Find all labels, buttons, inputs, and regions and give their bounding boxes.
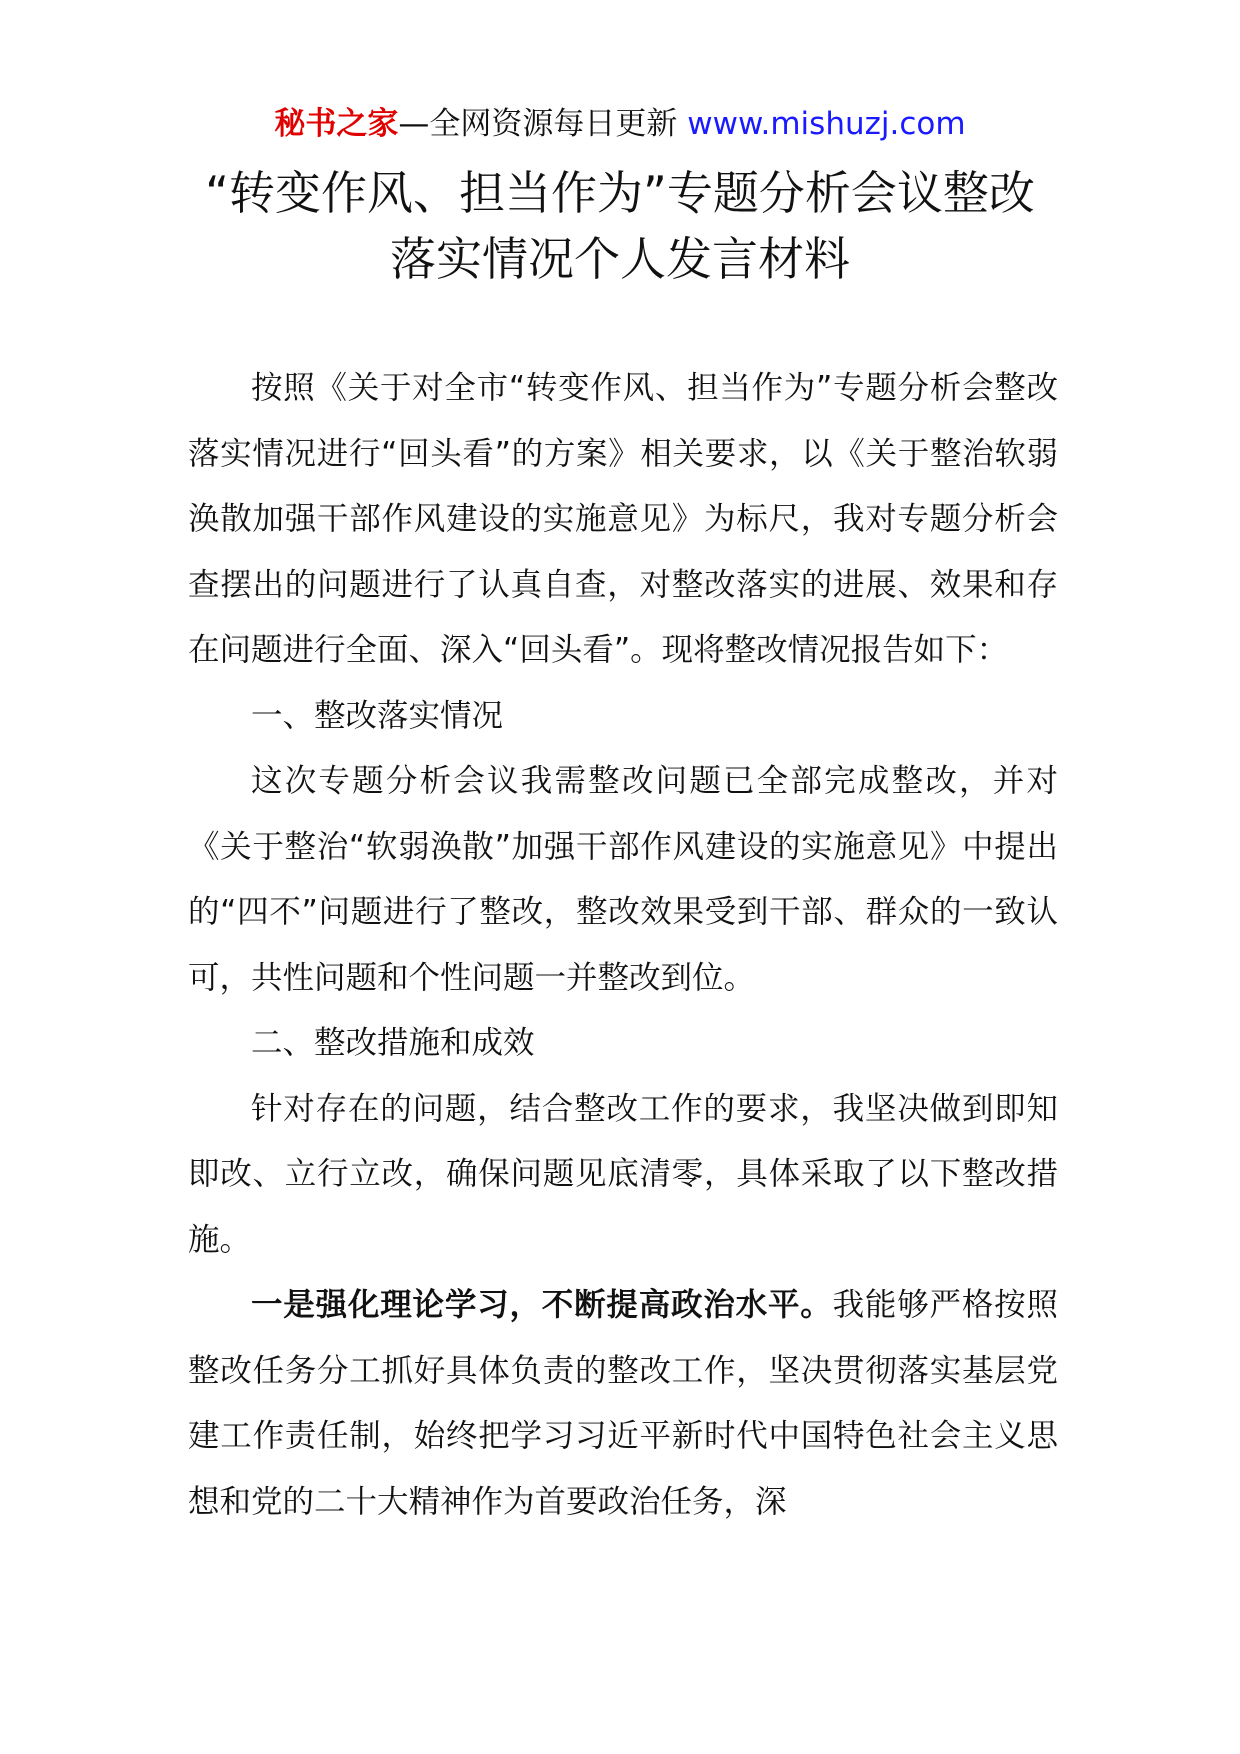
point-1-lead: 一是强化理论学习，不断提高政治水平。 [251, 1287, 833, 1323]
point-1-paragraph [188, 1273, 1058, 1535]
document-body [188, 356, 1058, 1535]
section-1-paragraph: 这次专题分析会议我需整改问题已全部完成整改，并对《关于整治“软弱涣散”加强干部作风建设的实施意见》中提出的“四不”问题进行了整改，整改效果受到干部、群众的一致认可，共性问题和个性问题一并整改到位。 [188, 763, 1058, 996]
section-2-paragraph: 针对存在的问题，结合整改工作的要求，我坚决做到即知即改、立行立改，确保问题见底清零，具体采取了以下整改措施。 [188, 1090, 1058, 1258]
intro-paragraph: 按照《关于对全市“转变作风、担当作为”专题分析会整改落实情况进行“回头看”的方案》相关要求，以《关于整治软弱涣散加强干部作风建设的实施意见》为标尺，我对专题分析会查摆出的问题进行了认真自查，对整改落实的进展、效果和存在问题进行全面、深入“回头看”。现将整改情况报告如下： [188, 370, 1058, 668]
section-2-heading: 二、整改措施和成效 [251, 1025, 535, 1061]
section-1-heading: 一、整改落实情况 [251, 697, 504, 734]
title-line-1: “转变作风、担当作为”专题分析会议整改 [205, 166, 1035, 220]
site-url-link[interactable]: www.mishuzj.com [687, 106, 966, 142]
document-title [150, 160, 1090, 292]
brand-name: 秘书之家 [274, 106, 399, 142]
header-tagline: —全网资源每日更新 [398, 106, 688, 142]
site-header [0, 100, 1240, 148]
title-line-2: 落实情况个人发言材料 [390, 232, 850, 286]
point-1-text: 我能够严格按照整改任务分工抓好具体负责的整改工作，坚决贯彻落实基层党建工作责任制，始终把学习习近平新时代中国特色社会主义思想和党的二十大精神作为首要政治任务，深 [188, 1287, 1058, 1520]
